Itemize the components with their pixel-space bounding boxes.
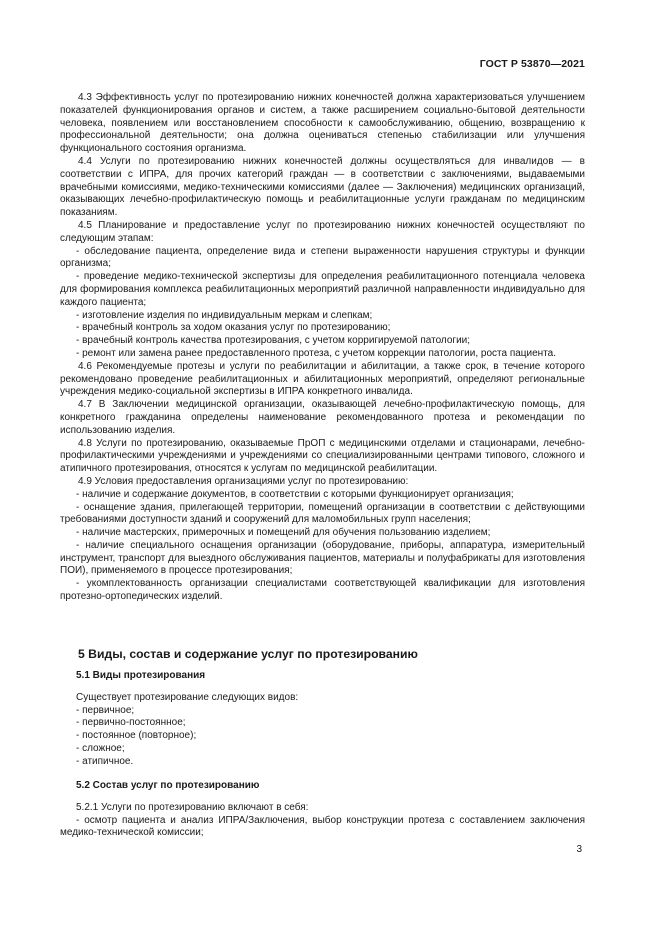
list-item: - изготовление изделия по индивидуальным меркам и слепкам; [76, 309, 373, 321]
page-number: 3 [576, 844, 582, 855]
list-item: - проведение медико-технической экспертизы для определения реабилитационного потенциала человека для формирования комплекса реабилитационных мероприятий различной направленности индивидуально для каждого пациента; [60, 271, 585, 308]
list-item: - первично-постоянное; [76, 717, 186, 729]
list-item: - наличие и содержание документов, в соответствии с которыми функционирует организация; [76, 488, 514, 500]
subsection-5-2-heading: 5.2 Состав услуг по протезированию [76, 780, 260, 791]
paragraph-4-4: 4.4 Услуги по протезированию нижних конечностей должны осуществляться для инвалидов — в соответствии с ИПРА, для прочих категорий граждан — в соответствии с заключениями, выдаваемыми врачебными комиссиями, медико-техническими комиссиями (далее — Заключения) медицинских организаций, оказывающих лечебно-профилактическую помощь и реабилитационные услуги гражданам по медицинским показаниям. [60, 155, 585, 219]
subsection-5-1 [60, 670, 585, 769]
list-item: - врачебный контроль за ходом оказания услуг по протезированию; [76, 322, 391, 334]
list-item: - постоянное (повторное); [76, 730, 197, 742]
list-item: - атипичное. [76, 755, 134, 767]
standard-code: ГОСТ Р 53870—2021 [479, 58, 585, 70]
paragraph-4-6: 4.6 Рекомендуемые протезы и услуги по реабилитации и абилитации, а также срок, в течение которого рекомендовано проведение реабилитационных и абилитационных мероприятий, определяют региональные учреждения медико-социальной экспертизы в ИПРА конкретного инвалида. [60, 360, 585, 398]
subsection-5-2 [60, 780, 585, 840]
section-5-heading: 5 Виды, состав и содержание услуг по протезированию [78, 647, 418, 661]
paragraph-4-9: 4.9 Условия предоставления организациями услуг по протезированию: [78, 475, 409, 487]
list-item: - наличие мастерских, примерочных и помещений для обучения пользованию изделием; [76, 527, 491, 539]
document-body [60, 92, 585, 604]
list-item: - первичное; [76, 704, 135, 716]
paragraph-4-7: 4.7 В Заключении медицинской организации, оказывающей лечебно-профилактическую помощь, для конкретного гражданина определены наименование рекомендованного протеза и рекомендации по использованию изделия. [60, 399, 585, 436]
subsection-5-1-heading: 5.1 Виды протезирования [76, 670, 206, 681]
subsection-5-1-intro: Существует протезирование следующих видов: [76, 691, 299, 703]
paragraph-4-5: 4.5 Планирование и предоставление услуг по протезированию нижних конечностей осуществляют по следующим этапам: [60, 219, 585, 244]
list-item: - наличие специального оснащения организации (оборудование, приборы, аппаратура, измерительный инструмент, транспорт для выездного обслуживания пациентов, материалы и полуфабрикаты для изготовления ПОИ), применяемого в процессе протезирования; [60, 539, 585, 577]
list-item: - ремонт или замена ранее предоставленного протеза, с учетом коррекции патологии, роста пациента. [76, 347, 557, 359]
list-item: - укомплектованность организации специалистами соответствующей квалификации для изготовления протезно-ортопедических изделий. [60, 578, 585, 603]
list-item: - сложное; [76, 742, 125, 754]
list-item: - осмотр пациента и анализ ИПРА/Заключения, выбор конструкции протеза с составлением заключения медико-технической комиссии; [60, 814, 585, 839]
paragraph-4-8: 4.8 Услуги по протезированию, оказываемые ПрОП с медицинскими отделами и стационарами, лечебно-профилактическими учреждениями и учреждениями со специализированными центрами типового, сложного и атипичного протезирования, относятся к услугам по медицинской реабилитации. [60, 437, 585, 475]
list-item: - обследование пациента, определение вида и степени выраженности нарушения структуры и функции организма; [60, 245, 585, 270]
list-item: - оснащение здания, прилегающей территории, помещений организации в соответствии с действующими требованиями доступности зданий и сооружений для маломобильных групп населения; [60, 501, 585, 526]
list-item: - врачебный контроль качества протезирования, с учетом корригируемой патологии; [76, 335, 471, 347]
paragraph-5-2-1: 5.2.1 Услуги по протезированию включают в себя: [76, 801, 309, 813]
paragraph-4-3: 4.3 Эффективность услуг по протезированию нижних конечностей должна характеризоваться улучшением показателей функционирования органов и систем, а также расширением социально-бытовой деятельности человека, появлением или восстановлением способности к самообслуживанию, общению, возвращению к профессиональной деятельности; она должна оцениваться степенью стабилизации или улучшения функционального состояния организма. [60, 92, 585, 155]
